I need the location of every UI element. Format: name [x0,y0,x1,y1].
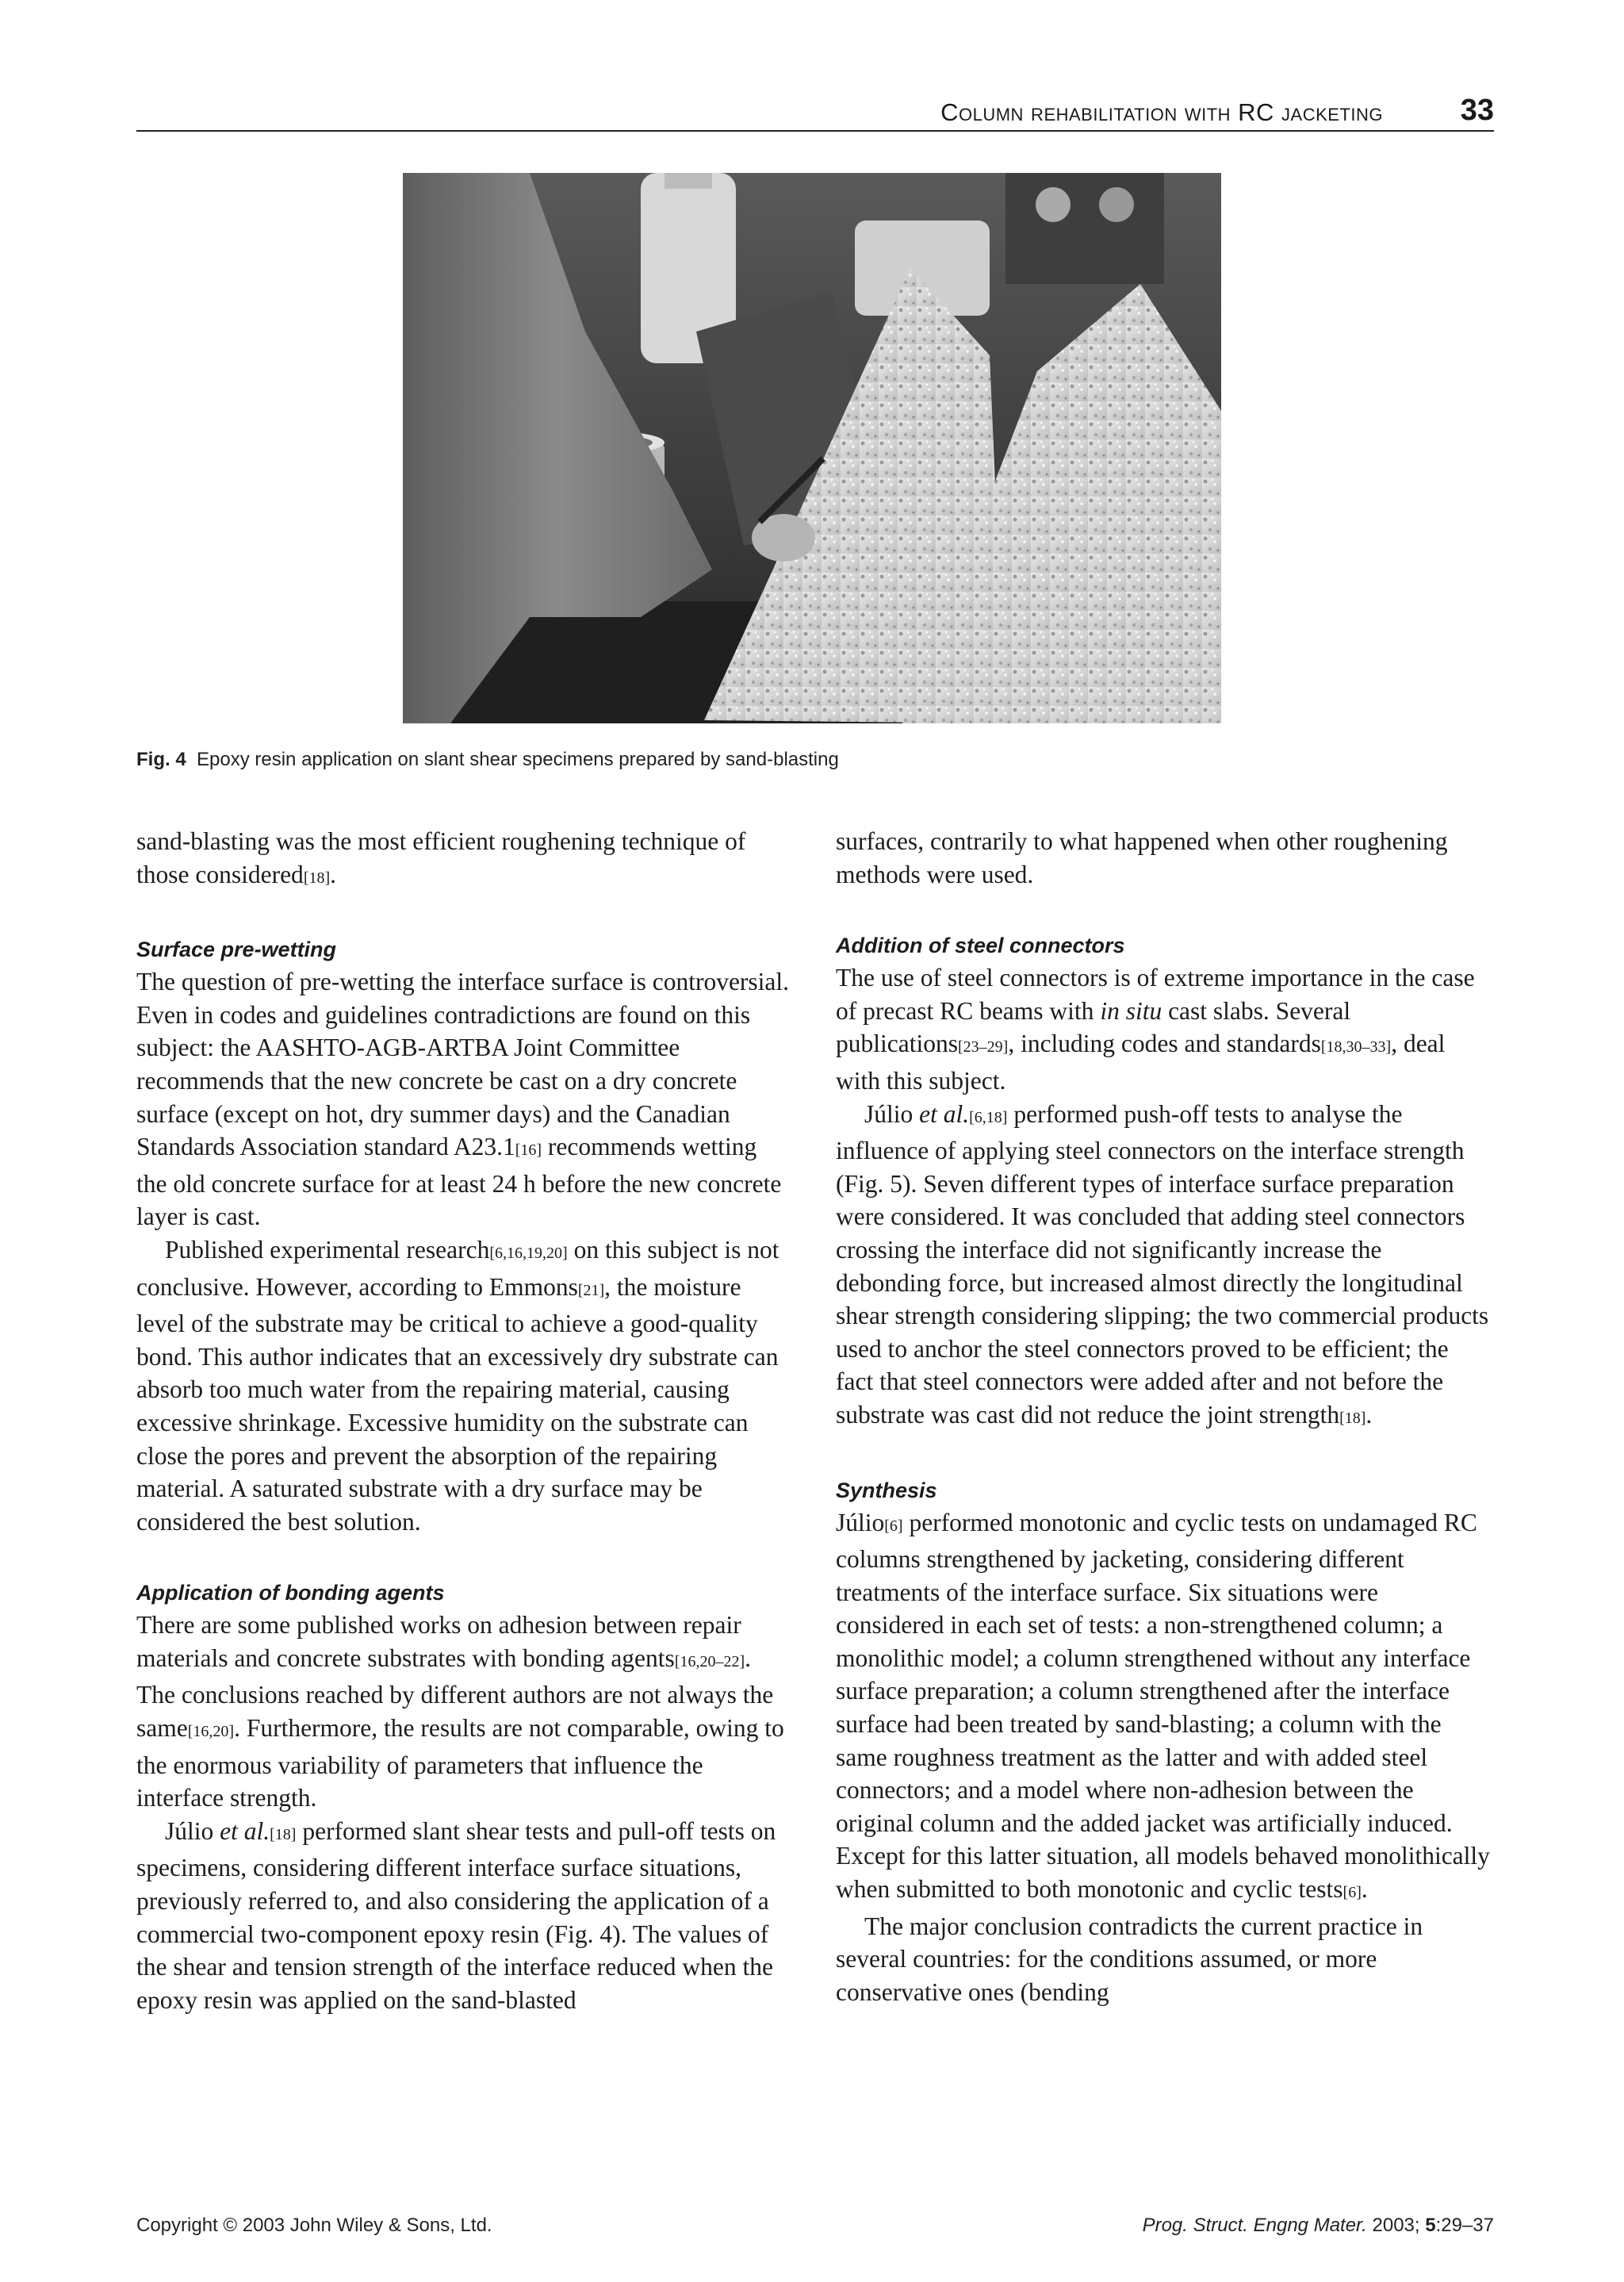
paragraph: The major conclusion contradicts the current practice in several countries: for the conditions assumed, or more conservative ones (bending [836,1912,1423,2006]
paragraph: The use of steel connectors is of extreme importance in the case of precast RC beams with in situ cast slabs. Several publications[23–29], including codes and standards[18,30–33], deal with this subject. [836,964,1475,1095]
section-heading: Application of bonding agents [136,1581,445,1605]
paragraph: Published experimental research[6,16,19,20] on this subject is not conclusive. However, according to Emmons[21], the moisture level of the substrate may be critical to achieve a good-quality bond. This author indicates that an excessively dry substrate can absorb too much water from the repairing material, causing excessive shrinkage. Excessive humidity on the substrate can close the pores and prevent the absorption of the repairing material. A saturated substrate with a dry surface may be considered the best solution. [136,1235,779,1536]
section-heading: Addition of steel connectors [836,934,1125,958]
citation: [18] [303,869,331,887]
paragraph: There are some published works on adhesion between repair materials and concrete substrates with bonding agents[16,20–22]. The conclusions reached by different authors are not always the same[16,20]. Furthermore, the results are not comparable, owing to the enormous variability of parameters that influence the interface strength. [136,1611,784,1812]
citation: [6] [1342,1884,1362,1902]
page-number: 33 [1460,94,1494,127]
paragraph: Júlio et al.[6,18] performed push-off tests to analyse the influence of applying steel connectors on the interface strength (Fig. 5). Seven different types of interface surface preparation were considered. It was concluded that adding steel connectors crossing the interface did not significantly increase the debonding force, but increased almost directly the longitudinal shear strength considering slipping; the two commercial products used to anchor the steel connectors proved to be efficient; the fact that steel connectors were added after and not before the substrate was cast did not reduce the joint strength[18]. [836,1099,1489,1429]
journal-citation: Prog. Struct. Engng Mater. 2003; 5:29–37 [1142,2215,1494,2236]
figure-caption [136,749,1494,771]
paragraph: Júlio[6] performed monotonic and cyclic tests on undamaged RC columns strengthened by jacketing, considering different treatments of the interface surface. Six situations were considered in each set of tests: a non-strengthened column; a monolithic model; a column strengthened without any interface surface preparation; a column strengthened after the interface surface had been treated by sand-blasting; a column with the same roughness treatment as the latter and with added steel connectors; and a model where non-adhesion between the original column and the added jacket was artificially induced. Except for this latter situation, all models behaved monolithically when submitted to both monotonic and cyclic tests[6]. [836,1508,1490,1904]
left-column [136,825,791,2016]
citation: [16,20] [187,1723,235,1741]
copyright: Copyright © 2003 John Wiley & Sons, Ltd. [136,2215,492,2236]
citation: [6,16,19,20] [489,1244,568,1262]
paragraph: Júlio et al.[18] performed slant shear tests and pull-off tests on specimens, considering different interface surface situations, previously referred to, and also considering the application of a commercial two-component epoxy resin (Fig. 4). The values of the shear and tension strength of the interface reduced when the epoxy resin was applied on the sand-blasted [136,1816,776,2014]
gas-regulators [1005,173,1164,284]
citation: [6,18] [969,1108,1008,1126]
citation: [21] [577,1281,605,1299]
section-heading: Synthesis [836,1478,937,1502]
citation: [23–29] [957,1038,1009,1057]
figure-caption-text: Epoxy resin application on slant shear specimens prepared by sand-blasting [197,749,839,770]
running-title: Column rehabilitation with RC jacketing [940,98,1383,126]
citation: [6] [884,1517,903,1535]
citation: [18] [270,1825,297,1843]
paragraph: surfaces, contrarily to what happened when other roughening methods were used. [836,827,1448,888]
citation: [18,30–33] [1320,1038,1392,1057]
citation: [16,20–22] [674,1652,745,1670]
figure-photo [403,173,1221,723]
paragraph: sand-blasting was the most efficient roughening technique of those considered[18]. [136,827,746,888]
figure-label: Fig. 4 [136,749,186,770]
photo-illustration [403,173,1221,723]
right-column [836,825,1491,2008]
citation: [16] [515,1141,542,1160]
running-header [136,92,1494,132]
citation: [18] [1339,1409,1366,1427]
header-rule [136,130,1494,132]
section-heading: Surface pre-wetting [136,938,337,962]
paragraph: The question of pre-wetting the interface surface is controversial. Even in codes and guidelines contradictions are found on this subject: the AASHTO-AGB-ARTBA Joint Committee recommends that the new concrete be cast on a dry concrete surface (except on hot, dry summer days) and the Canadian Standards Association standard A23.1[16] recommends wetting the old concrete surface for at least 24 h before the new concrete layer is cast. [136,968,790,1231]
